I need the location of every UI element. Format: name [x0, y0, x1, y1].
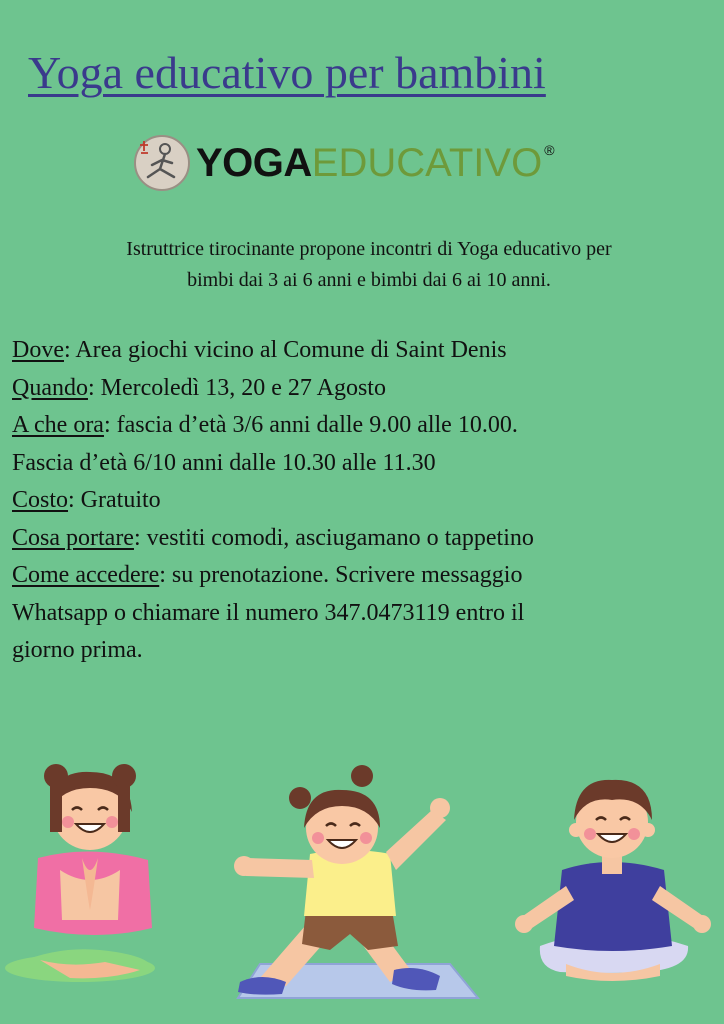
- logo-yoga-text: YOGA: [196, 141, 312, 185]
- intro-paragraph: [24, 234, 714, 296]
- value-dove: : Area giochi vicino al Comune di Saint Denis: [63, 337, 507, 363]
- kids-yoga-illustration: [0, 750, 724, 1024]
- registered-mark: ®: [544, 142, 555, 158]
- info-row-accedere-2: Whatsapp o chiamare il numero 347.0473119 entro il: [12, 599, 525, 626]
- value-costo: : Gratuito: [68, 487, 161, 513]
- info-row-accedere-3: giorno prima.: [12, 637, 143, 663]
- label-ora: A che ora: [12, 412, 104, 438]
- info-row-dove: [12, 332, 718, 370]
- label-portare: Cosa portare: [12, 524, 134, 551]
- intro-line-1: Istruttrice tirocinante propone incontri di Yoga educativo per: [126, 238, 612, 260]
- label-costo: Costo: [12, 487, 69, 513]
- girl-warrior-pose-figure: [234, 765, 478, 998]
- logo-educativo-text: EDUCATIVO: [311, 141, 543, 185]
- info-row-quando: [12, 370, 718, 408]
- info-row-ora: [12, 407, 718, 445]
- label-accedere: Come accedere: [12, 562, 160, 588]
- event-info: [12, 332, 718, 670]
- label-quando: Quando: [12, 374, 88, 401]
- logo-wordmark: [196, 143, 555, 183]
- info-row-costo: [12, 482, 718, 520]
- page-title: Yoga educativo per bambini: [28, 47, 546, 98]
- yoga-educativo-logo: [132, 130, 555, 196]
- girl-prayer-pose-figure: [5, 764, 155, 982]
- info-row-accedere: [12, 557, 718, 595]
- info-row-ora-2: Fascia d’età 6/10 anni dalle 10.30 alle 11.30: [12, 449, 436, 476]
- value-accedere: : su prenotazione. Scrivere messaggio: [159, 562, 523, 588]
- value-ora: : fascia d’età 3/6 anni dalle 9.00 alle 10.00.: [103, 412, 518, 438]
- intro-line-2: bimbi dai 3 ai 6 anni e bimbi dai 6 ai 10 anni.: [187, 269, 551, 291]
- value-portare: : vestiti comodi, asciugamano o tappetino: [133, 524, 534, 551]
- boy-lotus-pose-figure: [515, 780, 711, 981]
- meditation-logo-icon: [132, 133, 192, 193]
- info-row-portare: [12, 520, 718, 558]
- label-dove: Dove: [12, 337, 64, 363]
- value-quando: : Mercoledì 13, 20 e 27 Agosto: [87, 374, 386, 401]
